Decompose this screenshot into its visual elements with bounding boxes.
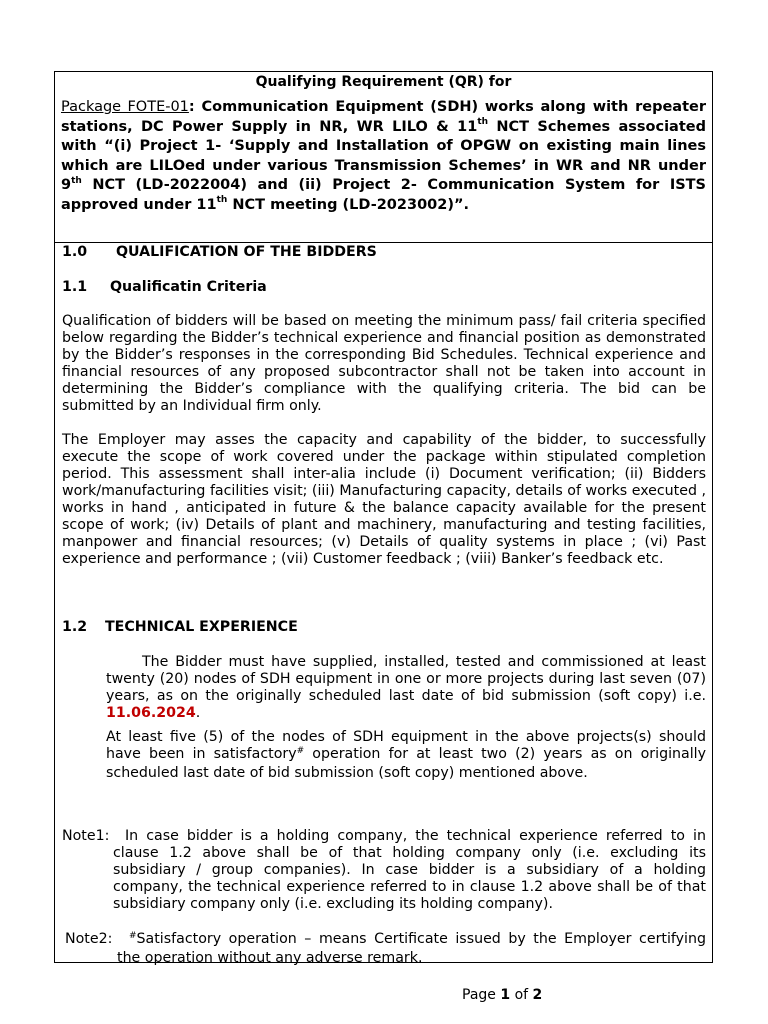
assessment-paragraph: The Employer may asses the capacity and capability of the bidder, to successfully execute the scope of work covered under the package within stipulated completion period. This assessment shall inter-alia include (i) Document verification; (ii) Bidders work/manufacturing facilities visit; (iii) Manufacturing capacity, details of works executed , works in hand , anticipated in future & the balance capacity available for the present scope of work; (iv) Details of plant and machinery, manufacturing and testing facilities, manpower and financial resources; (v) Details of quality systems in place ; (vi) Past experience and performance ; (vii) Customer feedback ; (viii) Banker’s feedback etc. xyxy=(62,432,706,567)
qr-title: Qualifying Requirement (QR) for xyxy=(255,74,512,90)
page-word: Page xyxy=(462,987,496,1003)
section-1-0-heading xyxy=(62,244,377,261)
section-title: Qualificatin Criteria xyxy=(110,279,267,295)
operation-text-b: operation for at least two (2) years as on originally scheduled last date of bid submission (soft copy) mentioned above. xyxy=(106,746,706,781)
qualification-paragraph: Qualification of bidders will be based on meeting the minimum pass/ fail criteria specified below regarding the Bidder’s technical experience and financial position as demonstrated by the Bidder’s responses in the corresponding Bid Schedules. Technical experience and financial resources of any proposed subcontractor shall not be taken into account in determining the Bidder’s compliance with the qualifying criteria. The bid can be submitted by an Individual firm only. xyxy=(62,313,706,414)
operation-paragraph xyxy=(106,729,706,782)
operation-text-a: At least five (5) of the nodes of SDH equipment in the above projects(s) should have been in satisfactory xyxy=(106,729,706,762)
superscript-th: th xyxy=(71,175,82,186)
superscript-th: th xyxy=(477,116,489,127)
package-text-2: NCT Schemes associated with “(i) Project 1- ‘Supply and Installation of OPGW on existing main lines which are LILOed under various Transmission Schemes’ in WR and NR under 9 xyxy=(61,118,706,194)
note1-text: In case bidder is a holding company, the technical experience referred to in clause 1.2 above shall be of that holding company only (i.e. excluding its subsidiary / group companies). In case bidder is a subsidiary of a holding company, the technical experience referred to in clause 1.2 above shall be of that subsidiary company only (i.e. excluding its holding company). xyxy=(113,828,706,912)
section-number: 1.0 xyxy=(62,244,88,260)
hash-mark: # xyxy=(129,931,137,941)
note2 xyxy=(65,931,706,967)
qr-table xyxy=(54,71,713,966)
section-number: 1.1 xyxy=(62,279,88,295)
total-pages: 2 xyxy=(532,987,543,1003)
note2-text: Satisfactory operation – means Certificate issued by the Employer certifying the operation without any adverse remark. xyxy=(117,931,706,966)
header-cell xyxy=(55,72,712,243)
superscript-th: th xyxy=(216,195,228,206)
page-footer xyxy=(462,987,542,1004)
note1 xyxy=(62,828,706,913)
of-word: of xyxy=(514,987,529,1003)
package-text-3: NCT (LD-2022004) and (ii) Project 2- Communication System for ISTS approved under 11 xyxy=(61,177,706,213)
note2-label: Note2: xyxy=(65,931,113,947)
current-page: 1 xyxy=(500,987,511,1003)
section-number: 1.2 xyxy=(62,619,88,635)
section-1-2-heading xyxy=(62,619,298,636)
note1-label: Note1: xyxy=(62,828,110,844)
package-colon: : xyxy=(188,99,195,115)
package-text-1: Communication Equipment (SDH) works along with repeater stations, DC Power Supply in NR, WR LILO & 11 xyxy=(61,99,706,135)
package-text-4: NCT meeting (LD-2023002)”. xyxy=(227,196,469,213)
section-title: TECHNICAL EXPERIENCE xyxy=(105,619,298,635)
experience-end: . xyxy=(195,705,201,721)
bid-date: 11.06.2024 xyxy=(106,705,196,721)
section-1-1-heading xyxy=(62,279,267,296)
hash-mark: # xyxy=(296,746,305,756)
section-title: QUALIFICATION OF THE BIDDERS xyxy=(116,244,377,260)
package-label: Package FOTE-01 xyxy=(61,99,189,115)
experience-paragraph xyxy=(106,654,706,722)
experience-text: The Bidder must have supplied, installed, tested and commissioned at least twenty (20) nodes of SDH equipment in one or more projects during last seven (07) years, as on the originally scheduled last date of bid submission (soft copy) i.e. xyxy=(106,654,706,704)
package-description xyxy=(61,98,706,216)
